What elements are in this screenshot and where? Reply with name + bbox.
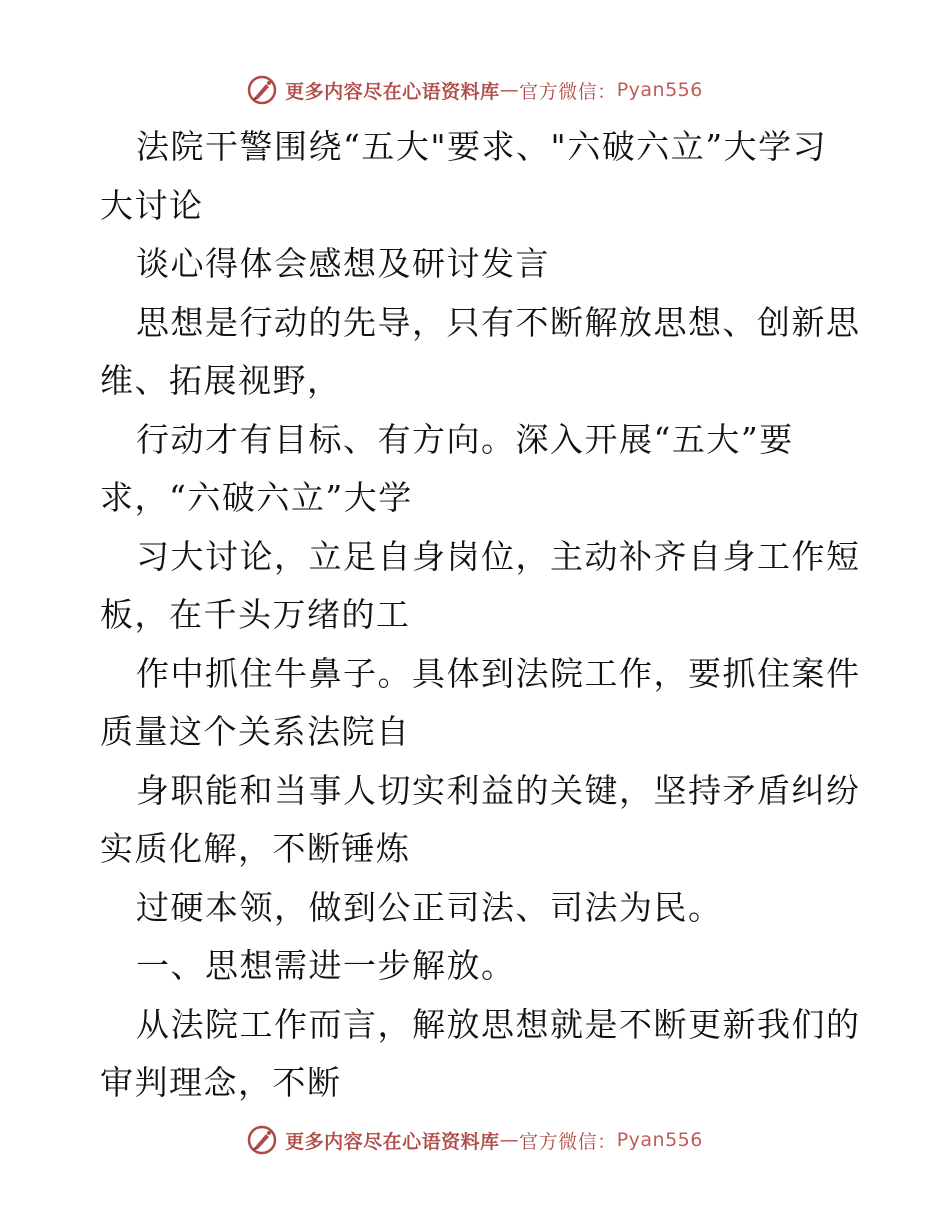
watermark-dash: — bbox=[499, 1129, 520, 1151]
watermark-wechat-id: Pyan556 bbox=[616, 79, 703, 101]
watermark-main-text: 更多内容尽在心语资料库 bbox=[285, 1130, 500, 1153]
text-line: 审判理念，不断 bbox=[100, 1063, 342, 1102]
pen-logo-icon bbox=[247, 75, 277, 105]
text-line: 维、拓展视野， bbox=[100, 361, 342, 400]
text-line: 作中抓住牛鼻子。具体到法院工作，要抓住案件 bbox=[136, 653, 861, 693]
text-line: 习大讨论，立足自身岗位，主动补齐自身工作短 bbox=[136, 536, 861, 576]
header-watermark bbox=[0, 70, 950, 110]
document-body bbox=[100, 118, 860, 1113]
watermark-main-text: 更多内容尽在心语资料库 bbox=[285, 80, 500, 103]
text-line: 板，在千头万绪的工 bbox=[100, 595, 411, 634]
text-line: 行动才有目标、有方向。深入开展“五大”要 bbox=[136, 419, 794, 459]
text-line: 过硬本领，做到公正司法、司法为民。 bbox=[136, 887, 723, 927]
watermark-wechat-id: Pyan556 bbox=[616, 1129, 703, 1151]
text-line: 思想是行动的先导，只有不断解放思想、创新思 bbox=[136, 302, 861, 342]
pen-logo-icon bbox=[247, 1125, 277, 1155]
text-line: 一、思想需进一步解放。 bbox=[136, 946, 516, 985]
text-line: 从法院工作而言，解放思想就是不断更新我们的 bbox=[136, 1004, 861, 1044]
watermark-side-text: 官方微信： bbox=[519, 1130, 617, 1153]
text-line: 谈心得体会感想及研讨发言 bbox=[136, 244, 550, 283]
footer-watermark bbox=[0, 1120, 950, 1160]
text-line: 身职能和当事人切实利益的关键，坚持矛盾纠纷 bbox=[136, 770, 861, 810]
text-line: 大讨论 bbox=[100, 185, 204, 225]
text-line: 质量这个关系法院自 bbox=[100, 712, 411, 751]
watermark-dash: — bbox=[499, 79, 520, 101]
text-line: 求，“六破六立”大学 bbox=[100, 478, 413, 517]
text-line: 实质化解，不断锤炼 bbox=[100, 829, 411, 868]
watermark-side-text: 官方微信： bbox=[519, 80, 617, 103]
text-line: 法院干警围绕“五大"要求、"六破六立”大学习 bbox=[136, 127, 828, 166]
